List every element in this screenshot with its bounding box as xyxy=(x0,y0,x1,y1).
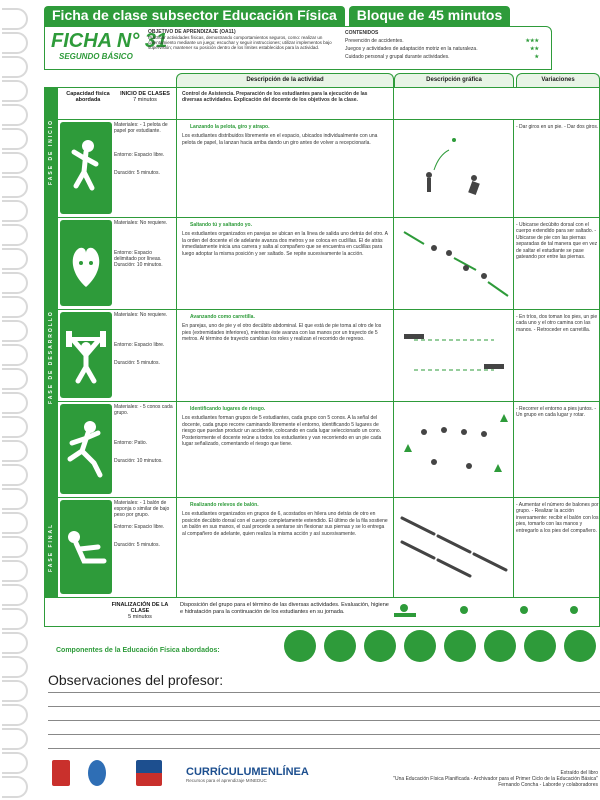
spiral-ring xyxy=(2,728,28,750)
spiral-ring xyxy=(2,776,28,798)
component-icon xyxy=(564,630,596,662)
seal-logo xyxy=(88,760,106,786)
activity-row xyxy=(58,119,600,217)
activity-text: Los estudiantes organizados en grupos de 6, acostados en hilera uno detrás de otro en posición decúbito dorsal con el cuerpo completamente extendido. El último de la fila sostiene un balón en sus manos, el cual procede a sentarse sin flexionar sus piernas y se lo entrega al compañero de adelante, quien realiza la misma acción y así sucesivamente. xyxy=(182,511,388,537)
materials: Materiales: - 5 conos cada grupo. xyxy=(114,404,173,416)
component-icon xyxy=(324,630,356,662)
ficha-number: FICHA N° 31 xyxy=(51,30,168,52)
spiral-ring xyxy=(2,248,28,270)
spiral-ring xyxy=(2,320,28,342)
activity-text: Los estudiantes distribuidos libremente en el espacio, ubicados individualmente con una pelota de papel, la lanzan hacia arriba dando un giro antes de volver a recepcionarla. xyxy=(182,133,378,146)
variations: - Ubicarse decúbito dorsal con el cuerpo extendido para ser saltado. - Ubicarse de pie con las piernas separadas de tal manera que en vez de saltar el estudiante se pase gateando por entre las piernas. xyxy=(516,222,598,261)
activity-graphic xyxy=(394,402,514,497)
spiral-ring xyxy=(2,200,28,222)
component-icon xyxy=(364,630,396,662)
spiral-ring xyxy=(2,272,28,294)
activity-description xyxy=(176,218,394,309)
contents-item: Juegos y actividades de adaptación motriz en la naturaleza. ★★ xyxy=(345,46,539,52)
observation-line xyxy=(48,692,600,693)
spiral-ring xyxy=(2,416,28,438)
activity-description xyxy=(176,310,394,401)
activity-graphic xyxy=(394,310,514,401)
spiral-ring xyxy=(2,128,28,150)
column-header-variations: Variaciones xyxy=(516,73,600,87)
capacity-icon xyxy=(60,500,112,594)
activity-title: Saltando tú y saltando yo. xyxy=(190,222,252,228)
start-label: INICIO DE CLASES 7 minutos xyxy=(120,91,170,103)
activity-text: Los estudiantes organizados en parejas se ubican en la línea de salida uno detrás del otro. A la orden del docente el de adelante avanza dos metros y se coloca en cuclillas. El de atrás inmediatamente inicia una carrera y salta al compañero que se encuentra en cuclillas para luego adoptar la misma posición y ser saltado. Se repite sucesivamente la acción. xyxy=(182,231,388,257)
activity-title: Avanzando como carretilla. xyxy=(190,314,255,320)
activity-row xyxy=(58,309,600,401)
spiral-ring xyxy=(2,680,28,702)
closing-icons xyxy=(384,600,594,626)
spiral-ring xyxy=(2,224,28,246)
activity-row xyxy=(58,217,600,309)
phase-development: FASE DE DESARROLLO xyxy=(44,217,58,497)
activity-title: Realizando relevos de balón. xyxy=(190,502,259,508)
materials: Materiales: - 1 balón de esponja o similar de bajo peso por grupo. xyxy=(114,500,170,518)
component-icon xyxy=(284,630,316,662)
curriculum-logo: CURRÍCULUMENLÍNEA Recursos para el aprendizaje MINEDUC xyxy=(186,766,309,783)
capacity-icon xyxy=(60,220,112,306)
environment: Entorno: Espacio libre. xyxy=(114,342,165,348)
spiral-ring xyxy=(2,584,28,606)
phase-start: FASE DE INICIO xyxy=(44,87,58,217)
spiral-binding xyxy=(0,0,34,800)
spiral-ring xyxy=(2,32,28,54)
spiral-ring xyxy=(2,176,28,198)
observation-line xyxy=(48,734,600,735)
spiral-ring xyxy=(2,296,28,318)
source-credit: Extraído del libro "Una Educación Física Planificada - Archivador para el Primer Ciclo de la Educación Básica" Fernando Concha - Laborde y colaboradores xyxy=(393,770,598,788)
component-icon xyxy=(404,630,436,662)
variations: - En tríos, dos toman los pies, un pie cada uno y el otro camina con las manos. - Retroceder en carretilla. xyxy=(516,314,598,333)
page-title: Ficha de clase subsector Educación Física xyxy=(44,6,345,26)
start-row xyxy=(58,87,600,119)
environment: Entorno: Espacio libre. xyxy=(114,152,165,158)
variations: - Aumentar el número de balones por grupo. - Realizar la acción inversamente: recibir el balón con los pies, tomarlo con las manos y entregarlo a los pies del compañero. xyxy=(516,502,599,534)
closing-label: FINALIZACIÓN DE LA CLASE 5 minutos xyxy=(111,602,169,620)
activity-description xyxy=(176,120,394,217)
crest-logo xyxy=(52,760,70,786)
capacity-icon xyxy=(60,404,112,494)
environment: Entorno: Patio. xyxy=(114,440,148,446)
row-info xyxy=(114,404,174,464)
activity-title: Identificando lugares de riesgo. xyxy=(190,406,266,412)
spiral-ring xyxy=(2,464,28,486)
spiral-ring xyxy=(2,152,28,174)
observation-line xyxy=(48,720,600,721)
activity-graphic xyxy=(394,498,514,597)
spiral-ring xyxy=(2,560,28,582)
variations: - Recorrer el entorno a pies juntos. - Un grupo en cada lugar y rotar. xyxy=(516,406,597,419)
spiral-ring xyxy=(2,632,28,654)
contents-item: Cuidado personal y grupal durante actividades. ★ xyxy=(345,54,539,60)
component-icon xyxy=(484,630,516,662)
materials: Materiales: No requiere. xyxy=(114,220,168,226)
objective-text: Practicar actividades físicas, demostrando comportamientos seguros, como: realizar un calentamiento mediante un juego; escuchar y seguir instrucciones; utilizar implementos bajo supervisión; mantener su posición dentro de los límites establecidos para la actividad. xyxy=(148,35,332,50)
spiral-ring xyxy=(2,56,28,78)
title-bar xyxy=(44,6,510,26)
environment: Entorno: Espacio delimitado por líneas. xyxy=(114,250,162,262)
phase-final: FASE FINAL xyxy=(44,497,58,597)
materials: Materiales: - 1 pelota de papel por estudiante. xyxy=(114,122,168,134)
spiral-ring xyxy=(2,704,28,726)
spiral-ring xyxy=(2,608,28,630)
duration: Duración: 5 minutos. xyxy=(114,170,160,176)
activity-description xyxy=(176,498,394,597)
spiral-ring xyxy=(2,104,28,126)
column-header-graphic: Descripción gráfica xyxy=(394,73,514,87)
spiral-ring xyxy=(2,368,28,390)
observation-line xyxy=(48,748,600,749)
spiral-ring xyxy=(2,512,28,534)
variations: - Dar giros en un pie. - Dar dos giros. xyxy=(516,124,599,130)
row-info xyxy=(114,312,174,366)
activity-title: Lanzando la pelota, giro y atrapo. xyxy=(190,124,270,130)
activity-description xyxy=(176,402,394,497)
duration: Duración: 5 minutos. xyxy=(114,542,160,548)
row-info xyxy=(114,500,174,548)
activity-row xyxy=(58,497,600,597)
component-icon xyxy=(524,630,556,662)
duration: Duración: 10 minutos. xyxy=(114,262,163,268)
contents-item: Prevención de accidentes. ★★★ xyxy=(345,38,539,44)
activity-row xyxy=(58,401,600,497)
capacity-label: Capacidad física abordada xyxy=(66,91,110,103)
header-box xyxy=(44,26,552,70)
activity-graphic xyxy=(394,218,514,309)
capacity-icon xyxy=(60,312,112,398)
closing-text: Disposición del grupo para el término de las diversas actividades. Evaluación, higiene e hidratación para la continuación de los estudiantes en su jornada. xyxy=(180,602,389,615)
materials: Materiales: No requiere. xyxy=(114,312,168,318)
spiral-ring xyxy=(2,392,28,414)
gov-logo xyxy=(136,760,162,786)
spiral-ring xyxy=(2,344,28,366)
column-header-activity: Descripción de la actividad xyxy=(176,73,394,87)
contents xyxy=(345,29,545,61)
activity-graphic xyxy=(394,120,514,217)
capacity-icon xyxy=(60,122,112,214)
environment: Entorno: Espacio libre. xyxy=(114,524,165,530)
duration: Duración: 10 minutos. xyxy=(114,458,163,464)
start-description: Control de Asistencia. Preparación de los estudiantes para la ejecución de las diversas actividades. Explicación del docente de los objetivos de la clase. xyxy=(176,87,394,119)
spiral-ring xyxy=(2,8,28,30)
spiral-ring xyxy=(2,440,28,462)
spiral-ring xyxy=(2,488,28,510)
objective xyxy=(148,29,338,50)
components-label: Componentes de la Educación Física abordados: xyxy=(56,647,220,654)
grade-level: SEGUNDO BÁSICO xyxy=(59,52,133,61)
activity-text: Los estudiantes forman grupos de 5 estudiantes, cada grupo con 5 conos. A la señal del docente, cada grupo recorre caminando libremente el entorno, identificando 5 lugares de riesgo que puedan producir un accidente, colocando en cada lugar seleccionado un cono. Posteriormente el docente reúne a todos los estudiantes y van recorriendo en un pie cada lugar señalizado, comentando el riesgo que tiene. xyxy=(182,415,382,448)
spiral-ring xyxy=(2,536,28,558)
spiral-ring xyxy=(2,656,28,678)
contents-title: CONTENIDOS xyxy=(345,30,379,36)
activity-text: En parejas, uno de pie y el otro decúbito abdominal. El que está de pie toma al otro de los pies (extremidades inferiores), mientras éste avanza con las manos por un trayecto de 5 metros. Al término de trayecto cambian los roles y realizan el recorrido de regreso. xyxy=(182,323,382,343)
spiral-ring xyxy=(2,80,28,102)
component-icon xyxy=(444,630,476,662)
objective-title: OBJETIVO DE APRENDIZAJE (OA11) xyxy=(148,29,236,35)
spiral-ring xyxy=(2,752,28,774)
duration: Duración: 5 minutos. xyxy=(114,360,160,366)
block-duration: Bloque de 45 minutos xyxy=(349,6,510,26)
observations-label: Observaciones del profesor: xyxy=(48,672,224,688)
row-info xyxy=(114,122,174,176)
row-info xyxy=(114,220,174,268)
closing-row xyxy=(44,597,600,627)
observation-line xyxy=(48,706,600,707)
